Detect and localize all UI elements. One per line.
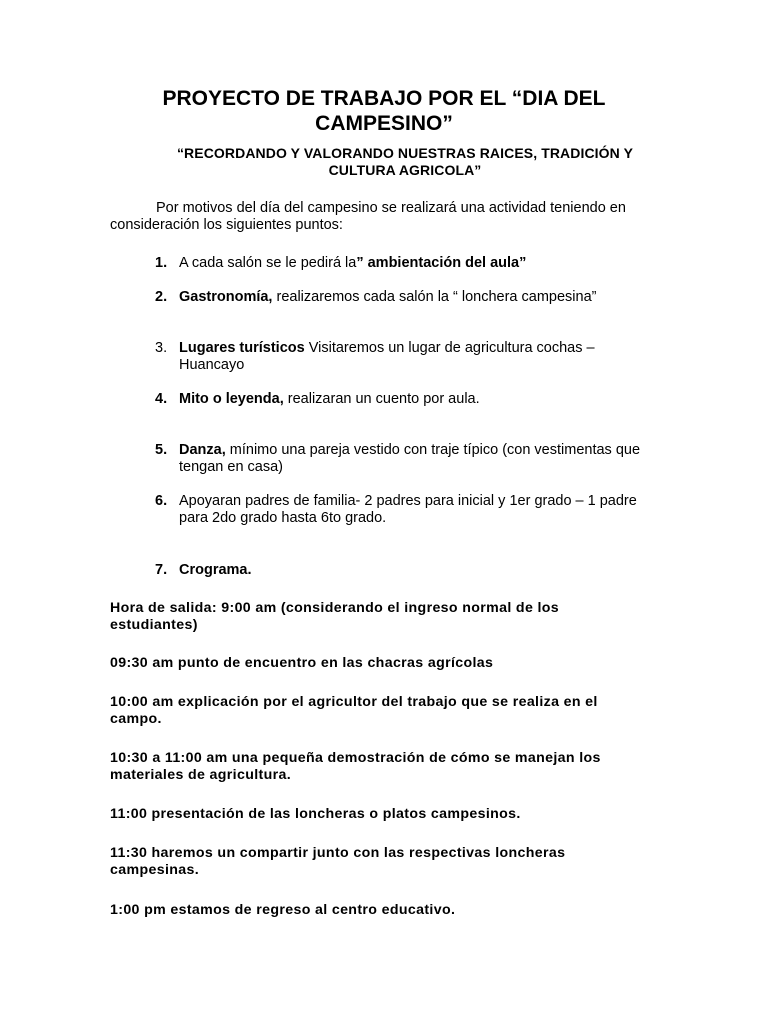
- list-item-bold: ” ambientación del aula”: [356, 255, 527, 271]
- list-item: [155, 255, 645, 272]
- subtitle-line: CULTURA AGRICOLA”: [328, 162, 482, 178]
- list-item: [155, 391, 645, 408]
- document-title: [110, 86, 658, 136]
- title-line: CAMPESINO”: [315, 112, 453, 135]
- schedule-entry: 10:30 a 11:00 am una pequeña demostración de cómo se manejan los materiales de agricultura.: [110, 750, 601, 783]
- intro-paragraph: Por motivos del día del campesino se realizará una actividad teniendo en consideración los siguientes puntos:: [110, 200, 626, 233]
- list-item-rest: realizaran un cuento por aula.: [283, 391, 480, 407]
- list-item-text: Crograma.: [179, 562, 252, 578]
- list-item-bold: Mito o leyenda,: [179, 391, 284, 407]
- list-item-number: 7.: [155, 562, 168, 578]
- list-item-text: [179, 289, 645, 306]
- list-item: [155, 340, 645, 374]
- list-item-text: [179, 340, 645, 374]
- list-item-number: 5.: [155, 442, 168, 458]
- list-item-rest: realizaremos cada salón la “ lonchera campesina”: [272, 289, 597, 305]
- document-subtitle: [130, 145, 680, 179]
- list-item-text: [179, 391, 645, 408]
- list-item: [155, 442, 645, 476]
- list-item-number: 6.: [155, 493, 168, 509]
- list-item-rest: mínimo una pareja vestido con traje típico (con vestimentas que tengan en casa): [179, 442, 641, 475]
- list-item-number: 1.: [155, 255, 168, 271]
- schedule-entry: 11:00 presentación de las loncheras o platos campesinos.: [110, 806, 521, 822]
- list-item-number: 2.: [155, 289, 168, 305]
- schedule-entry: 1:00 pm estamos de regreso al centro educativo.: [110, 902, 456, 918]
- schedule-entry: Hora de salida: 9:00 am (considerando el ingreso normal de los estudiantes): [110, 600, 560, 633]
- schedule-entry: 10:00 am explicación por el agricultor del trabajo que se realiza en el campo.: [110, 694, 598, 727]
- subtitle-line: “RECORDANDO Y VALORANDO NUESTRAS RAICES, TRADICIÓN Y: [176, 145, 634, 161]
- title-line: PROYECTO DE TRABAJO POR EL “DIA DEL: [162, 87, 606, 110]
- list-item-text: Apoyaran padres de familia- 2 padres para inicial y 1er grado – 1 padre para 2do grado hasta 6to grado.: [179, 493, 637, 526]
- schedule-entry: 09:30 am punto de encuentro en las chacras agrícolas: [110, 655, 494, 671]
- list-item-number: 4.: [155, 391, 168, 407]
- list-item: [155, 289, 645, 306]
- list-item-number: 3.: [155, 340, 168, 356]
- list-item-bold: Lugares turísticos: [179, 340, 305, 356]
- list-item-text: [179, 255, 645, 272]
- list-item-bold: Gastronomía,: [179, 289, 273, 305]
- list-item-lead: A cada salón se le pedirá la: [179, 255, 357, 271]
- list-item-rest: Visitaremos un lugar de agricultura cochas – Huancayo: [179, 340, 595, 373]
- list-item: [155, 493, 645, 527]
- list-item-text: [179, 442, 645, 476]
- list-item-bold: Danza,: [179, 442, 226, 458]
- list-item: [155, 562, 645, 579]
- schedule-entry: 11:30 haremos un compartir junto con las respectivas loncheras campesinas.: [110, 845, 566, 878]
